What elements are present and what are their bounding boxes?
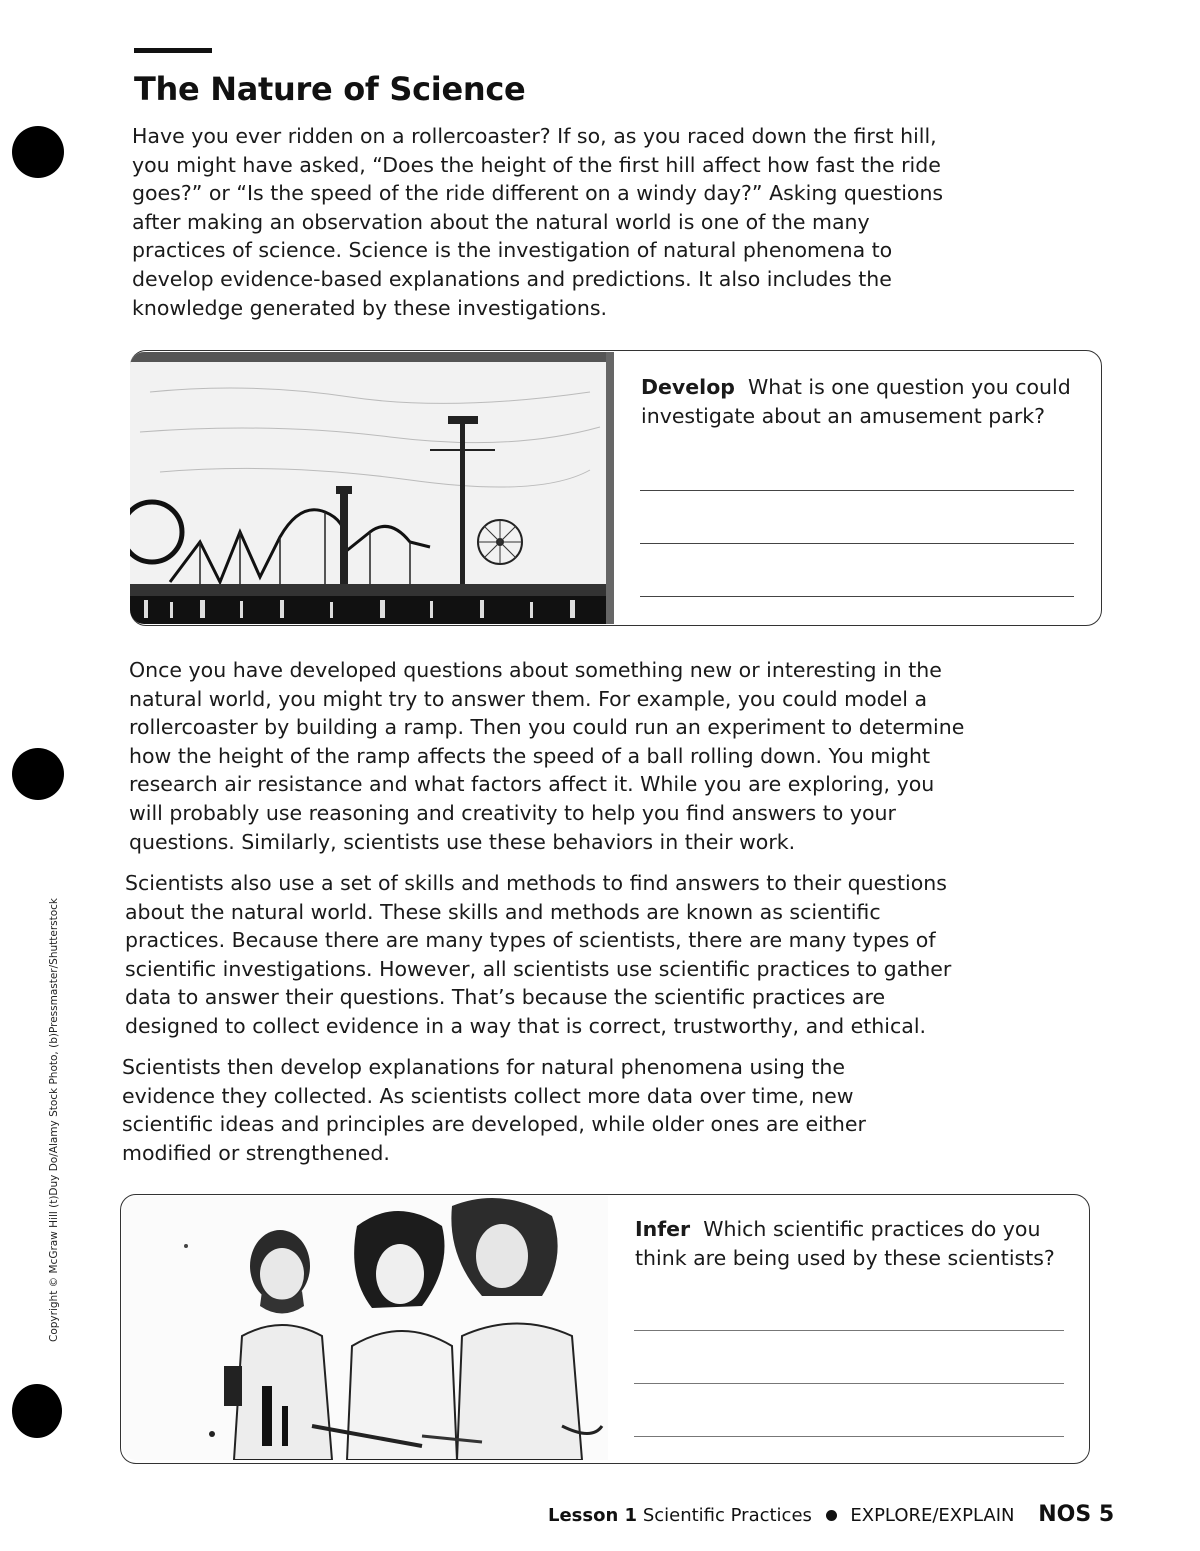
paragraph-2 [129, 656, 964, 856]
footer-section: EXPLORE/EXPLAIN [850, 1505, 1015, 1526]
binder-hole-top [12, 126, 64, 178]
text-line: practices of science. Science is the investigation of natural phenomena to [132, 238, 893, 263]
text-line: research air resistance and what factors affect it. While you are exploring, you [129, 772, 935, 797]
text-line: develop evidence-based explanations and predictions. It also includes the [132, 266, 892, 291]
text-line: knowledge generated by these investigations. [132, 295, 608, 320]
text-line: you might have asked, “Does the height of the first hill affect how fast the ride [132, 152, 941, 177]
prompt-line-1 [635, 1215, 1055, 1244]
text-line: practices. Because there are many types of scientists, there are many types of [125, 928, 936, 953]
amusement-park-photo [130, 352, 614, 624]
paragraph-4 [122, 1053, 866, 1167]
paragraph-3 [125, 869, 951, 1041]
prompt-line-2: investigate about an amusement park? [641, 403, 1046, 428]
infer-answer-line-2[interactable] [634, 1383, 1064, 1384]
develop-prompt [641, 373, 1071, 430]
text-line: how the height of the ramp affects the speed of a ball rolling down. You might [129, 743, 931, 768]
infer-answer-line-1[interactable] [634, 1330, 1064, 1331]
text-line: evidence they collected. As scientists collect more data over time, new [122, 1083, 854, 1108]
page-title: The Nature of Science [134, 70, 526, 108]
footer-topic: Scientific Practices [642, 1505, 812, 1526]
infer-label: Infer [635, 1217, 691, 1241]
develop-answer-line-3[interactable] [640, 596, 1074, 597]
text-line: goes?” or “Is the speed of the ride different on a windy day?” Asking questions [132, 181, 944, 206]
binder-hole-bottom [12, 1384, 62, 1438]
infer-answer-line-3[interactable] [634, 1436, 1064, 1437]
header-rule [134, 48, 212, 53]
text-line: natural world, you might try to answer them. For example, you could model a [129, 686, 928, 711]
infer-prompt [635, 1215, 1055, 1272]
text-line: Scientists then develop explanations for natural phenomena using the [122, 1055, 846, 1079]
copyright-credit: Copyright © McGraw Hill (t)Duy Do/Alamy Stock Photo, (b)Pressmaster/Shutterstock [48, 897, 60, 1342]
scientists-illustration [122, 1196, 608, 1460]
binder-hole-middle [12, 748, 64, 800]
text-line: scientific ideas and principles are developed, while older ones are either [122, 1112, 866, 1137]
develop-label: Develop [641, 375, 735, 399]
text-line: Have you ever ridden on a rollercoaster? If so, as you raced down the first hill, [132, 124, 937, 148]
amusement-park-illustration [130, 352, 614, 624]
text-line: about the natural world. These skills and methods are known as scientific [125, 899, 881, 924]
intro-paragraph [132, 122, 943, 322]
text-line: scientific investigations. However, all scientists use scientific practices to gather [125, 956, 952, 981]
develop-answer-line-2[interactable] [640, 543, 1074, 544]
page-footer [548, 1502, 1114, 1527]
bullet-icon [826, 1510, 837, 1521]
prompt-line-1 [641, 373, 1071, 402]
text-line: after making an observation about the natural world is one of the many [132, 209, 870, 234]
text-line: questions. Similarly, scientists use these behaviors in their work. [129, 829, 796, 854]
text-line: rollercoaster by building a ramp. Then you could run an experiment to determine [129, 715, 965, 740]
scientists-photo [122, 1196, 608, 1460]
prompt-line-2: think are being used by these scientists? [635, 1245, 1055, 1270]
text-line: modified or strengthened. [122, 1140, 390, 1165]
text-line: Once you have developed questions about something new or interesting in the [129, 658, 942, 682]
develop-answer-line-1[interactable] [640, 490, 1074, 491]
footer-lesson: Lesson 1 [548, 1505, 638, 1526]
prompt-text: Which scientific practices do you [703, 1217, 1041, 1241]
text-line: data to answer their questions. That’s because the scientific practices are [125, 985, 886, 1010]
prompt-text: What is one question you could [748, 375, 1071, 399]
text-line: designed to collect evidence in a way that is correct, trustworthy, and ethical. [125, 1013, 927, 1038]
page-number: NOS 5 [1038, 1502, 1115, 1527]
text-line: Scientists also use a set of skills and methods to find answers to their questions [125, 871, 947, 895]
text-line: will probably use reasoning and creativity to help you find answers to your [129, 800, 896, 825]
